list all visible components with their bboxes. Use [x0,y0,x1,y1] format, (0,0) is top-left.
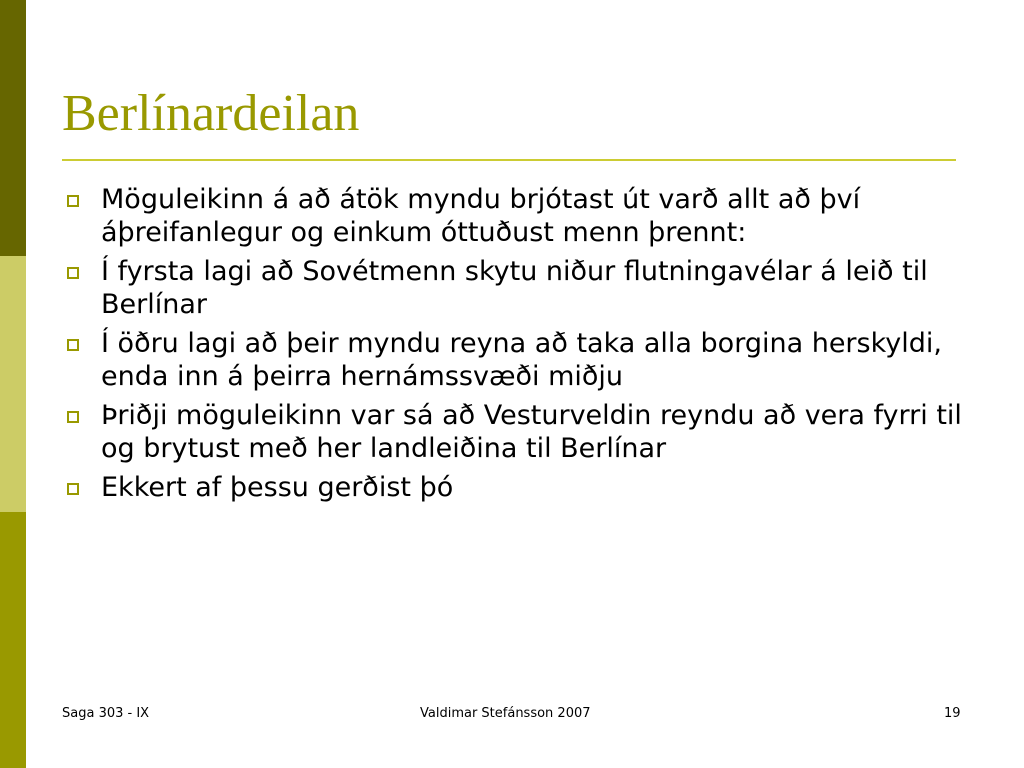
bullet-text: Þriðji möguleikinn var sá að Vesturveldin reyndu að vera fyrri til og brytust með her landleiðina til Berlínar [101,400,962,464]
footer-page-number: 19 [944,706,961,721]
title-divider [62,159,956,161]
bullet-item [62,183,962,249]
bullet-text: Ekkert af þessu gerðist þó [101,472,454,503]
hollow-square-bullet-icon [67,411,79,423]
bullet-item [62,327,962,393]
bullet-list [62,183,962,510]
slide-title: Berlínardeilan [62,85,360,142]
hollow-square-bullet-icon [67,339,79,351]
bullet-text: Í fyrsta lagi að Sovétmenn skytu niður flutningavélar á leið til Berlínar [101,256,928,320]
hollow-square-bullet-icon [67,267,79,279]
bullet-item [62,471,962,504]
sidebar-band-bottom [0,512,26,768]
bullet-text: Í öðru lagi að þeir myndu reyna að taka alla borgina herskyldi, enda inn á þeirra hernámssvæði miðju [101,328,942,392]
hollow-square-bullet-icon [67,195,79,207]
hollow-square-bullet-icon [67,483,79,495]
sidebar-band-top [0,0,26,256]
footer-course-label: Saga 303 - IX [62,706,150,721]
bullet-item [62,255,962,321]
bullet-item [62,399,962,465]
sidebar-band-middle [0,256,26,512]
bullet-text: Möguleikinn á að átök myndu brjótast út varð allt að því áþreifanlegur og einkum óttuðust menn þrennt: [101,184,861,248]
footer-author: Valdimar Stefánsson 2007 [420,706,591,721]
